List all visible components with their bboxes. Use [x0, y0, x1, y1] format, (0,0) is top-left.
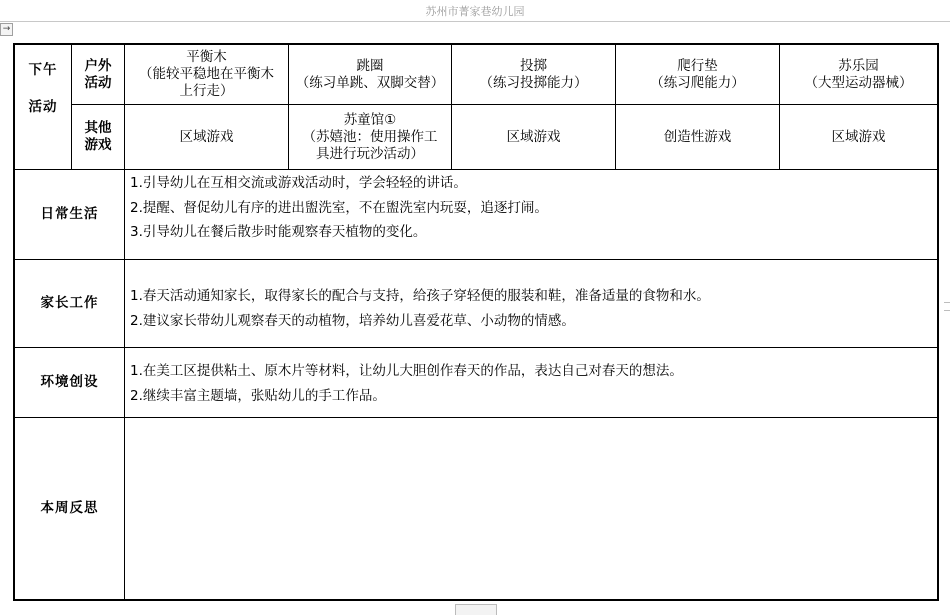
list-item: 1.引导幼儿在互相交流或游戏活动时，学会轻轻的讲话。	[130, 175, 467, 191]
other-game-5: 区域游戏	[831, 128, 886, 145]
environment-label: 环境创设	[40, 374, 99, 390]
outdoor-jump-hoops: 跳圈 （练习单跳、双脚交替）	[295, 57, 445, 91]
reflection-content[interactable]	[130, 424, 930, 594]
outdoor-activity-label: 户外 活动	[84, 57, 112, 91]
daily-life-label: 日常生活	[40, 206, 99, 222]
list-item: 2.提醒、督促幼儿有序的进出盥洗室，不在盥洗室内玩耍，追逐打闹。	[130, 199, 548, 216]
afternoon-label-bottom: 活动	[28, 98, 58, 115]
header-divider	[0, 21, 950, 22]
list-item: 2.继续丰富主题墙，张贴幼儿的手工作品。	[130, 387, 386, 404]
list-item: 1.在美工区提供粘土、原木片等材料，让幼儿大胆创作春天的作品，表达自己对春天的想法。	[130, 363, 683, 379]
outdoor-crawling-mat: 爬行垫 （练习爬能力）	[650, 57, 745, 91]
list-item: 2.建议家长带幼儿观察春天的动植物，培养幼儿喜爱花草、小动物的情感。	[130, 312, 575, 329]
other-game-3: 区域游戏	[506, 128, 561, 145]
other-game-2: 苏童馆① （苏嬉池：使用操作工 具进行玩沙活动）	[302, 111, 438, 162]
environment-content	[130, 359, 935, 408]
document-header: 苏州市菁家巷幼儿园	[425, 5, 525, 18]
page-edge-mark	[944, 302, 950, 303]
list-item: 1.春天活动通知家长，取得家长的配合与支持，给孩子穿轻便的服装和鞋，准备适量的食物和水。	[130, 288, 710, 304]
outdoor-balance-beam: 平衡木 （能较平稳地在平衡木 上行走）	[139, 49, 274, 99]
list-item: 3.引导幼儿在餐后散步时能观察春天植物的变化。	[130, 224, 427, 240]
other-game-1: 区域游戏	[179, 128, 234, 145]
outdoor-throwing: 投掷 （练习投掷能力）	[479, 57, 588, 91]
scroll-tab[interactable]	[455, 604, 497, 615]
afternoon-label-top: 下午	[28, 61, 58, 78]
daily-life-content	[130, 171, 930, 245]
parents-work-label: 家长工作	[40, 295, 99, 311]
row-divider	[13, 259, 939, 260]
parents-work-content	[130, 284, 935, 333]
other-game-4: 创造性游戏	[663, 128, 732, 145]
row-divider	[13, 347, 939, 348]
other-games-label: 其他 游戏	[84, 120, 112, 153]
reflection-label: 本周反思	[40, 500, 99, 516]
page-edge-mark	[944, 310, 950, 311]
outdoor-play-equipment: 苏乐园 （大型运动器械）	[804, 57, 913, 91]
expand-arrow-icon[interactable]: →	[0, 23, 13, 36]
row-divider	[13, 417, 939, 418]
row-divider	[13, 169, 939, 170]
